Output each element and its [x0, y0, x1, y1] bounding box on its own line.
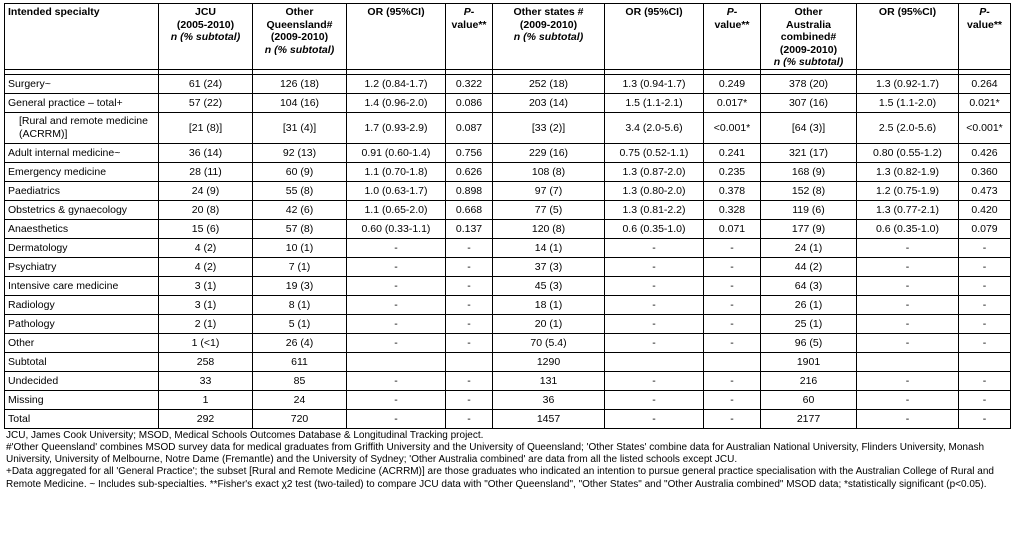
table-cell: 92 (13) — [253, 143, 347, 162]
table-cell: - — [347, 276, 446, 295]
table-cell: 104 (16) — [253, 93, 347, 112]
table-cell: 0.898 — [446, 181, 493, 200]
table-cell: 60 — [761, 390, 857, 409]
row-label: Anaesthetics — [5, 219, 159, 238]
table-row — [5, 390, 1011, 409]
table-cell: - — [446, 409, 493, 428]
table-cell: - — [704, 390, 761, 409]
table-cell — [347, 352, 446, 371]
table-cell: - — [857, 390, 959, 409]
table-cell: 0.473 — [959, 181, 1011, 200]
table-cell: 0.241 — [704, 143, 761, 162]
table-cell: 119 (6) — [761, 200, 857, 219]
table-cell: - — [704, 257, 761, 276]
table-cell: - — [704, 238, 761, 257]
table-row — [5, 257, 1011, 276]
table-cell: - — [605, 390, 704, 409]
table-cell: 0.360 — [959, 162, 1011, 181]
table-cell: 26 (4) — [253, 333, 347, 352]
table-cell: 0.378 — [704, 181, 761, 200]
table-cell: 14 (1) — [493, 238, 605, 257]
table-cell: - — [446, 257, 493, 276]
table-cell: - — [347, 238, 446, 257]
row-label: Total — [5, 409, 159, 428]
table-cell: 3 (1) — [159, 276, 253, 295]
table-cell: <0.001* — [959, 112, 1011, 143]
table-cell: 1.5 (1.1-2.0) — [857, 93, 959, 112]
table-cell: 44 (2) — [761, 257, 857, 276]
table-cell: - — [347, 409, 446, 428]
table-cell — [959, 352, 1011, 371]
table-cell: - — [857, 333, 959, 352]
table-cell: 120 (8) — [493, 219, 605, 238]
header-other-states: Other states # (2009-2010) n (% subtotal) — [493, 4, 605, 70]
table-row — [5, 352, 1011, 371]
table-cell: 85 — [253, 371, 347, 390]
table-cell: - — [959, 276, 1011, 295]
table-cell: 0.235 — [704, 162, 761, 181]
table-cell: - — [857, 409, 959, 428]
table-cell: - — [605, 238, 704, 257]
table-cell: 19 (3) — [253, 276, 347, 295]
table-cell: 0.668 — [446, 200, 493, 219]
table-cell: 229 (16) — [493, 143, 605, 162]
table-cell: - — [704, 314, 761, 333]
table-cell: 3.4 (2.0-5.6) — [605, 112, 704, 143]
table-cell: 1.3 (0.80-2.0) — [605, 181, 704, 200]
table-cell: 28 (11) — [159, 162, 253, 181]
table-row — [5, 238, 1011, 257]
table-cell: 0.91 (0.60-1.4) — [347, 143, 446, 162]
table-row — [5, 314, 1011, 333]
table-cell: 57 (8) — [253, 219, 347, 238]
table-cell: 216 — [761, 371, 857, 390]
table-cell: - — [704, 295, 761, 314]
table-cell: - — [959, 409, 1011, 428]
table-cell: 0.328 — [704, 200, 761, 219]
table-cell — [857, 352, 959, 371]
table-cell: 203 (14) — [493, 93, 605, 112]
table-cell: 61 (24) — [159, 74, 253, 93]
table-cell: 307 (16) — [761, 93, 857, 112]
table-cell: 177 (9) — [761, 219, 857, 238]
header-row — [5, 4, 1011, 70]
row-label: Missing — [5, 390, 159, 409]
table-cell: 26 (1) — [761, 295, 857, 314]
table-cell: 64 (3) — [761, 276, 857, 295]
table-cell: 1.0 (0.63-1.7) — [347, 181, 446, 200]
table-cell: - — [446, 238, 493, 257]
table-cell: 252 (18) — [493, 74, 605, 93]
table-cell: 0.137 — [446, 219, 493, 238]
table-cell: 1.2 (0.75-1.9) — [857, 181, 959, 200]
table-cell: 8 (1) — [253, 295, 347, 314]
table-cell: 0.249 — [704, 74, 761, 93]
table-cell: 3 (1) — [159, 295, 253, 314]
table-cell: - — [446, 390, 493, 409]
table-cell: 2.5 (2.0-5.6) — [857, 112, 959, 143]
table-cell: 0.756 — [446, 143, 493, 162]
table-cell: 4 (2) — [159, 257, 253, 276]
table-cell: 4 (2) — [159, 238, 253, 257]
table-cell: 1.3 (0.77-2.1) — [857, 200, 959, 219]
row-label: Radiology — [5, 295, 159, 314]
table-row — [5, 74, 1011, 93]
table-cell: - — [704, 333, 761, 352]
table-cell: 1.5 (1.1-2.1) — [605, 93, 704, 112]
table-cell: 0.75 (0.52-1.1) — [605, 143, 704, 162]
row-label: Surgery~ — [5, 74, 159, 93]
table-cell: - — [446, 314, 493, 333]
table-cell: 1.1 (0.70-1.8) — [347, 162, 446, 181]
table-cell: 42 (6) — [253, 200, 347, 219]
table-cell: 20 (8) — [159, 200, 253, 219]
table-cell: - — [605, 409, 704, 428]
table-cell: 5 (1) — [253, 314, 347, 333]
table-cell: - — [959, 238, 1011, 257]
table-cell: - — [347, 257, 446, 276]
table-cell: 2 (1) — [159, 314, 253, 333]
table-cell: - — [959, 257, 1011, 276]
header-other-queensland: Other Queensland# (2009-2010) n (% subtotal) — [253, 4, 347, 70]
table-cell: 77 (5) — [493, 200, 605, 219]
table-cell: 0.426 — [959, 143, 1011, 162]
table-cell: 1 (<1) — [159, 333, 253, 352]
table-container — [4, 3, 1010, 491]
table-row — [5, 181, 1011, 200]
footnote-methods: +Data aggregated for all 'General Practice'; the subset [Rural and Remote Medicine (ACRRM)] are those graduates who indicated an intention to pursue general practice specialisation with the Australian College of Rural and Remote Medicine. ~ Includes sub-specialties. **Fisher's exact χ2 test (two-tailed) to compare JCU data with "Other Queensland", "Other States" and "Other Australia combined" MSOD data; *statistically significant (p<0.05). — [6, 466, 994, 490]
table-footnotes — [4, 430, 1006, 491]
table-cell: 0.017* — [704, 93, 761, 112]
table-cell: 108 (8) — [493, 162, 605, 181]
table-cell: 97 (7) — [493, 181, 605, 200]
table-cell: 378 (20) — [761, 74, 857, 93]
table-cell: 0.80 (0.55-1.2) — [857, 143, 959, 162]
table-cell: 1.3 (0.94-1.7) — [605, 74, 704, 93]
header-or-3: OR (95%CI) — [857, 4, 959, 70]
table-cell: 25 (1) — [761, 314, 857, 333]
table-cell: 1.3 (0.87-2.0) — [605, 162, 704, 181]
table-cell: - — [347, 333, 446, 352]
table-cell: 0.087 — [446, 112, 493, 143]
table-cell: 24 (1) — [761, 238, 857, 257]
table-row — [5, 143, 1011, 162]
table-cell: 321 (17) — [761, 143, 857, 162]
table-cell: 126 (18) — [253, 74, 347, 93]
table-cell: 33 — [159, 371, 253, 390]
table-cell: 0.60 (0.33-1.1) — [347, 219, 446, 238]
table-cell: - — [605, 333, 704, 352]
table-cell: 0.086 — [446, 93, 493, 112]
table-cell: 258 — [159, 352, 253, 371]
table-cell: - — [959, 390, 1011, 409]
table-cell: - — [704, 371, 761, 390]
table-cell: 36 — [493, 390, 605, 409]
table-cell: - — [605, 257, 704, 276]
table-cell: 18 (1) — [493, 295, 605, 314]
table-row — [5, 93, 1011, 112]
table-cell: - — [446, 276, 493, 295]
row-label: Subtotal — [5, 352, 159, 371]
header-pvalue-3: P- value** — [959, 4, 1011, 70]
table-cell: - — [446, 371, 493, 390]
table-cell: 1 — [159, 390, 253, 409]
table-row — [5, 333, 1011, 352]
table-cell: - — [605, 276, 704, 295]
table-cell: 0.079 — [959, 219, 1011, 238]
header-pvalue-1: P- value** — [446, 4, 493, 70]
table-row — [5, 112, 1011, 143]
table-cell: - — [857, 238, 959, 257]
table-cell: - — [857, 295, 959, 314]
table-cell: - — [857, 257, 959, 276]
table-cell: - — [959, 371, 1011, 390]
table-cell: 292 — [159, 409, 253, 428]
table-cell: 2177 — [761, 409, 857, 428]
table-cell: 1.3 (0.82-1.9) — [857, 162, 959, 181]
row-label: Obstetrics & gynaecology — [5, 200, 159, 219]
table-cell: 0.6 (0.35-1.0) — [605, 219, 704, 238]
row-label: Dermatology — [5, 238, 159, 257]
header-pvalue-2: P- value** — [704, 4, 761, 70]
row-label: General practice – total+ — [5, 93, 159, 112]
row-label: Emergency medicine — [5, 162, 159, 181]
table-cell: 15 (6) — [159, 219, 253, 238]
header-jcu: JCU (2005-2010) n (% subtotal) — [159, 4, 253, 70]
footnote-groups: #'Other Queensland' combines MSOD survey data for medical graduates from Griffith University and the University of Queensland; 'Other States' combine data for Australian National University, Flinders University, Monash University, University of Melbourne, Notre Dame (Fremantle) and the University of Sydney; 'Other Australia combined' are data from all the listed schools except JCU. — [6, 441, 985, 466]
table-cell: 0.071 — [704, 219, 761, 238]
specialty-table — [4, 3, 1011, 429]
table-cell: 37 (3) — [493, 257, 605, 276]
table-cell: 1.7 (0.93-2.9) — [347, 112, 446, 143]
table-cell — [704, 352, 761, 371]
table-cell: 1.2 (0.84-1.7) — [347, 74, 446, 93]
table-cell: 45 (3) — [493, 276, 605, 295]
table-cell: 1457 — [493, 409, 605, 428]
header-specialty: Intended specialty — [5, 4, 159, 70]
row-label: Adult internal medicine~ — [5, 143, 159, 162]
table-cell: [31 (4)] — [253, 112, 347, 143]
table-cell: 131 — [493, 371, 605, 390]
table-cell: - — [959, 314, 1011, 333]
table-row — [5, 219, 1011, 238]
table-cell: 1.1 (0.65-2.0) — [347, 200, 446, 219]
table-body — [5, 74, 1011, 428]
table-cell: 96 (5) — [761, 333, 857, 352]
table-cell: 0.021* — [959, 93, 1011, 112]
header-or-1: OR (95%CI) — [347, 4, 446, 70]
table-cell: 1.3 (0.92-1.7) — [857, 74, 959, 93]
table-cell: 55 (8) — [253, 181, 347, 200]
table-row — [5, 371, 1011, 390]
table-cell: [33 (2)] — [493, 112, 605, 143]
table-cell: 0.264 — [959, 74, 1011, 93]
table-cell: - — [605, 295, 704, 314]
table-row — [5, 162, 1011, 181]
table-row — [5, 276, 1011, 295]
table-cell: - — [857, 276, 959, 295]
table-cell: 1290 — [493, 352, 605, 371]
table-cell: 7 (1) — [253, 257, 347, 276]
table-cell: - — [446, 295, 493, 314]
header-or-2: OR (95%CI) — [605, 4, 704, 70]
table-cell: - — [857, 371, 959, 390]
table-row — [5, 409, 1011, 428]
table-cell: - — [605, 314, 704, 333]
table-cell: [21 (8)] — [159, 112, 253, 143]
table-cell: 70 (5.4) — [493, 333, 605, 352]
table-cell: 152 (8) — [761, 181, 857, 200]
table-cell: - — [857, 314, 959, 333]
table-cell: [64 (3)] — [761, 112, 857, 143]
row-label: Pathology — [5, 314, 159, 333]
table-cell: 24 (9) — [159, 181, 253, 200]
table-cell: 60 (9) — [253, 162, 347, 181]
table-cell: 611 — [253, 352, 347, 371]
footnote-abbreviations: JCU, James Cook University; MSOD, Medical Schools Outcomes Database & Longitudinal Tracking project. — [6, 429, 484, 441]
table-cell: 0.626 — [446, 162, 493, 181]
table-cell: - — [959, 295, 1011, 314]
row-label: [Rural and remote medicine (ACRRM)] — [5, 112, 159, 143]
table-cell — [605, 352, 704, 371]
table-cell: - — [605, 371, 704, 390]
table-row — [5, 295, 1011, 314]
table-cell: <0.001* — [704, 112, 761, 143]
table-cell: 168 (9) — [761, 162, 857, 181]
table-cell: - — [704, 276, 761, 295]
table-cell: 10 (1) — [253, 238, 347, 257]
table-cell: - — [446, 333, 493, 352]
table-cell: 1.3 (0.81-2.2) — [605, 200, 704, 219]
row-label: Psychiatry — [5, 257, 159, 276]
table-cell: - — [704, 409, 761, 428]
table-cell: 0.322 — [446, 74, 493, 93]
table-cell: 720 — [253, 409, 347, 428]
table-cell: - — [347, 390, 446, 409]
table-cell: - — [347, 295, 446, 314]
table-cell: 20 (1) — [493, 314, 605, 333]
table-cell: - — [347, 314, 446, 333]
row-label: Undecided — [5, 371, 159, 390]
header-other-australia: Other Australia combined# (2009-2010) n (% subtotal) — [761, 4, 857, 70]
table-cell: 0.6 (0.35-1.0) — [857, 219, 959, 238]
table-cell — [446, 352, 493, 371]
row-label: Other — [5, 333, 159, 352]
table-cell: 36 (14) — [159, 143, 253, 162]
table-cell: 57 (22) — [159, 93, 253, 112]
table-cell: - — [959, 333, 1011, 352]
table-cell: - — [347, 371, 446, 390]
table-cell: 1901 — [761, 352, 857, 371]
table-cell: 1.4 (0.96-2.0) — [347, 93, 446, 112]
table-row — [5, 200, 1011, 219]
table-cell: 0.420 — [959, 200, 1011, 219]
row-label: Paediatrics — [5, 181, 159, 200]
table-cell: 24 — [253, 390, 347, 409]
row-label: Intensive care medicine — [5, 276, 159, 295]
